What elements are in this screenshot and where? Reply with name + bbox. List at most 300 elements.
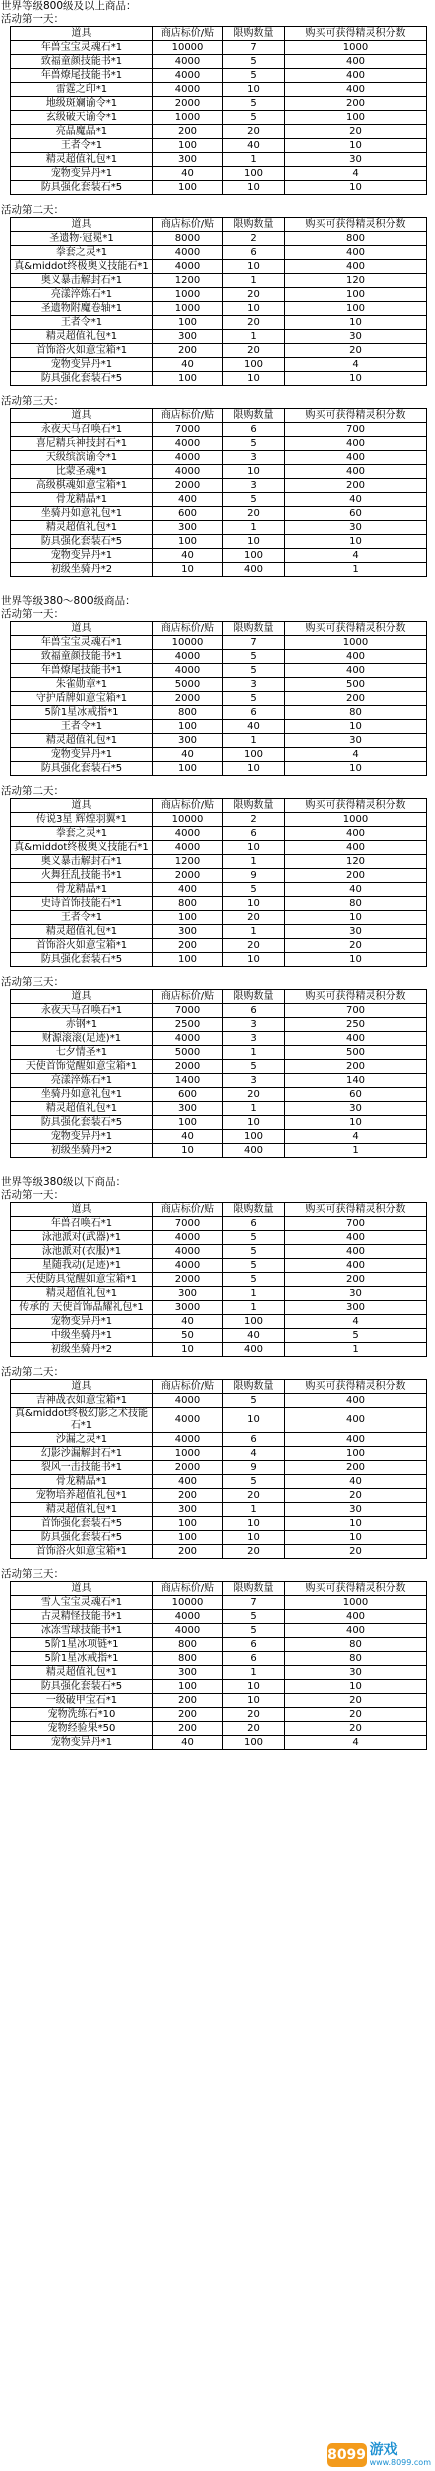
table-cell: 20 (285, 125, 427, 139)
table-cell: 10 (223, 535, 285, 549)
table-row (11, 827, 427, 841)
table-cell: 真&middot终极奥义技能石*1 (11, 841, 153, 855)
table-header-row (11, 218, 427, 232)
table-cell: 200 (285, 1060, 427, 1074)
table-cell: 宠物洗练石*10 (11, 1708, 153, 1722)
table-cell: 100 (223, 167, 285, 181)
table-row (11, 288, 427, 302)
table-cell: 史诗首饰技能石*1 (11, 897, 153, 911)
table-cell: 100 (223, 1736, 285, 1750)
table-cell: 10 (223, 1408, 285, 1433)
table-row (11, 1301, 427, 1315)
header-cell: 限购数量 (223, 27, 285, 41)
table-cell: 20 (223, 344, 285, 358)
table-cell: 600 (153, 1088, 223, 1102)
table-cell: 4 (285, 1130, 427, 1144)
table-cell: 40 (153, 748, 223, 762)
table-cell: 亮晶魔晶*1 (11, 125, 153, 139)
table-cell: 4000 (153, 1259, 223, 1273)
table-row (11, 479, 427, 493)
table-cell: 宠物变异丹*1 (11, 1130, 153, 1144)
table-row (11, 1287, 427, 1301)
table-cell: 雪人宝宝灵魂石*1 (11, 1596, 153, 1610)
table-cell: 200 (285, 1273, 427, 1287)
table-cell: 1 (223, 330, 285, 344)
header-cell: 商店标价/贴 (153, 1203, 223, 1217)
table-cell: 400 (285, 841, 427, 855)
table-cell: 永夜天马召唤石*1 (11, 423, 153, 437)
table-cell: 拳套之灵*1 (11, 246, 153, 260)
table-cell: 防具强化套装石*5 (11, 1116, 153, 1130)
table-cell: 400 (285, 1394, 427, 1408)
header-cell: 购买可获得精灵积分数 (285, 218, 427, 232)
header-cell: 道具 (11, 622, 153, 636)
table-cell: 6 (223, 1652, 285, 1666)
table-cell: 100 (285, 1447, 427, 1461)
table-cell: 1 (223, 855, 285, 869)
table-cell: 1 (223, 734, 285, 748)
table-cell: 10 (223, 465, 285, 479)
table-row (11, 465, 427, 479)
table-cell: 40 (153, 1130, 223, 1144)
table-cell: 9 (223, 1461, 285, 1475)
table-row (11, 41, 427, 55)
table-cell: 40 (285, 1475, 427, 1489)
table-cell: 6 (223, 1217, 285, 1231)
table-row (11, 83, 427, 97)
table-cell: 300 (153, 153, 223, 167)
table-row (11, 692, 427, 706)
table-cell: 10 (285, 139, 427, 153)
table-cell: 400 (285, 1245, 427, 1259)
table-cell: 防具强化套装石*5 (11, 953, 153, 967)
table-cell: 80 (285, 706, 427, 720)
table-cell: 100 (153, 139, 223, 153)
table-row (11, 1329, 427, 1343)
table-cell: 10 (285, 720, 427, 734)
table-row (11, 1461, 427, 1475)
table-cell: 10 (153, 563, 223, 577)
table-row (11, 55, 427, 69)
table-cell: 30 (285, 925, 427, 939)
table-cell: 10 (223, 1680, 285, 1694)
table-cell: 4 (285, 1315, 427, 1329)
table-cell: 2000 (153, 97, 223, 111)
table-cell: 300 (285, 1301, 427, 1315)
table-cell: 100 (223, 1315, 285, 1329)
table-cell: 致福童颜技能书*1 (11, 650, 153, 664)
table-cell: 10000 (153, 1596, 223, 1610)
table-cell: 1 (285, 563, 427, 577)
table-cell: 精灵超值礼包*1 (11, 330, 153, 344)
table-cell: 4000 (153, 1610, 223, 1624)
table-cell: 雷霆之印*1 (11, 83, 153, 97)
table-cell: 10 (285, 762, 427, 776)
table-cell: 400 (285, 1259, 427, 1273)
table-cell: 5阶1星冰项链*1 (11, 1638, 153, 1652)
table-cell: 7 (223, 41, 285, 55)
table-cell: 10000 (153, 813, 223, 827)
table-cell: 5阶1星冰戒指*1 (11, 1652, 153, 1666)
table-row (11, 1447, 427, 1461)
table-cell: 年兽召唤石*1 (11, 1217, 153, 1231)
table-cell: 400 (285, 1032, 427, 1046)
table-row (11, 1545, 427, 1559)
table-cell: 防具强化套装石*5 (11, 372, 153, 386)
table-row (11, 507, 427, 521)
table-cell: 5 (223, 1394, 285, 1408)
table-cell: 100 (153, 1680, 223, 1694)
table-cell: 10 (223, 897, 285, 911)
table-cell: 王者令*1 (11, 316, 153, 330)
table-cell: 圣遗物附魔卷轴*1 (11, 302, 153, 316)
table-cell: 10 (223, 1531, 285, 1545)
table-cell: 30 (285, 734, 427, 748)
table-cell: 圣遗物·冠冕*1 (11, 232, 153, 246)
table-cell: 5 (223, 1624, 285, 1638)
table-cell: 10 (285, 953, 427, 967)
table-cell: 宠物变异丹*1 (11, 1315, 153, 1329)
table-cell: 宠物变异丹*1 (11, 167, 153, 181)
table-cell: 10 (285, 1517, 427, 1531)
table-cell: 10 (153, 1144, 223, 1158)
table-cell: 100 (223, 748, 285, 762)
table-cell: 10000 (153, 41, 223, 55)
header-cell: 购买可获得精灵积分数 (285, 622, 427, 636)
table-cell: 坐骑丹如意礼包*1 (11, 1088, 153, 1102)
table-row (11, 1624, 427, 1638)
table-row (11, 762, 427, 776)
table-row (11, 232, 427, 246)
table-cell: 300 (153, 734, 223, 748)
spacer (0, 1158, 435, 1176)
table-cell: 年兽燎尾技能书*1 (11, 69, 153, 83)
table-cell: 200 (285, 869, 427, 883)
table-cell: 20 (223, 1489, 285, 1503)
table-row (11, 897, 427, 911)
table-row (11, 1722, 427, 1736)
spacer (0, 195, 435, 204)
table-cell: 中级坐骑丹*1 (11, 1329, 153, 1343)
table-cell: 500 (285, 1046, 427, 1060)
table-cell: 20 (285, 1708, 427, 1722)
table-row (11, 1343, 427, 1357)
table-cell: 地级斑斓谕令*1 (11, 97, 153, 111)
table-cell: 1000 (285, 1596, 427, 1610)
table-cell: 100 (285, 111, 427, 125)
table-cell: 250 (285, 1018, 427, 1032)
table-header-row (11, 27, 427, 41)
header-cell: 购买可获得精灵积分数 (285, 1203, 427, 1217)
spacer (0, 1357, 435, 1366)
table-row (11, 1046, 427, 1060)
section-heading: 世界等级380级以下商品： (1, 1176, 127, 1188)
table-cell: 40 (223, 139, 285, 153)
table-cell: 1000 (153, 111, 223, 125)
table-cell: 3 (223, 1018, 285, 1032)
table-cell: 七夕情圣*1 (11, 1046, 153, 1060)
table-cell: 20 (285, 1545, 427, 1559)
table-cell: 精灵超值礼包*1 (11, 1102, 153, 1116)
header-cell: 限购数量 (223, 1380, 285, 1394)
table-header-row (11, 990, 427, 1004)
table-cell: 10 (285, 372, 427, 386)
table-header-row (11, 409, 427, 423)
table-cell: 1000 (153, 302, 223, 316)
table-row (11, 748, 427, 762)
item-table (10, 798, 427, 967)
table-cell: 20 (223, 911, 285, 925)
table-cell: 200 (285, 1461, 427, 1475)
table-row (11, 246, 427, 260)
table-cell: 7000 (153, 423, 223, 437)
table-cell: 30 (285, 521, 427, 535)
header-cell: 限购数量 (223, 218, 285, 232)
table-row (11, 939, 427, 953)
table-cell: 幻影沙漏解封石*1 (11, 1447, 153, 1461)
table-cell: 4000 (153, 69, 223, 83)
table-cell: 首饰强化套装石*5 (11, 1517, 153, 1531)
table-cell: 40 (285, 493, 427, 507)
table-row (11, 1144, 427, 1158)
table-row (11, 1004, 427, 1018)
table-cell: 4000 (153, 664, 223, 678)
table-cell: 4 (285, 549, 427, 563)
table-cell: 200 (153, 1722, 223, 1736)
table-cell: 10 (223, 181, 285, 195)
table-row (11, 330, 427, 344)
table-cell: 5 (223, 1060, 285, 1074)
table-cell: 5 (223, 493, 285, 507)
table-row (11, 1531, 427, 1545)
table-cell: 4000 (153, 1624, 223, 1638)
table-cell: 80 (285, 897, 427, 911)
table-cell: 400 (285, 650, 427, 664)
day-title: 活动第一天： (1, 608, 64, 620)
table-cell: 1 (223, 274, 285, 288)
table-cell: 1 (223, 925, 285, 939)
table-row (11, 734, 427, 748)
table-cell: 400 (285, 1610, 427, 1624)
table-cell: 1000 (153, 1447, 223, 1461)
table-cell: 4 (285, 167, 427, 181)
table-cell: 2000 (153, 479, 223, 493)
table-cell: 一级破甲宝石*1 (11, 1694, 153, 1708)
table-cell: 400 (285, 827, 427, 841)
table-cell: 30 (285, 153, 427, 167)
table-cell: 3 (223, 451, 285, 465)
table-row (11, 1680, 427, 1694)
table-cell: 4000 (153, 260, 223, 274)
table-cell: 20 (223, 1722, 285, 1736)
table-cell: 800 (153, 706, 223, 720)
table-cell: 300 (153, 1503, 223, 1517)
table-header-row (11, 1380, 427, 1394)
table-cell: 120 (285, 274, 427, 288)
table-cell: 拳套之灵*1 (11, 827, 153, 841)
header-cell: 限购数量 (223, 622, 285, 636)
table-cell: 初级坐骑丹*2 (11, 1144, 153, 1158)
table-cell: 年兽宝宝灵魂石*1 (11, 636, 153, 650)
table-cell: 5 (223, 69, 285, 83)
table-cell: 400 (223, 1343, 285, 1357)
table-cell: 4000 (153, 83, 223, 97)
table-cell: 4000 (153, 1433, 223, 1447)
table-cell: 100 (223, 358, 285, 372)
table-cell: 100 (153, 1517, 223, 1531)
table-row (11, 111, 427, 125)
table-cell: 20 (223, 288, 285, 302)
table-cell: 2000 (153, 1273, 223, 1287)
table-cell: 4 (285, 1736, 427, 1750)
table-cell: 1000 (285, 41, 427, 55)
table-cell: 喜尼精兵神技封石*1 (11, 437, 153, 451)
table-row (11, 451, 427, 465)
table-row (11, 1708, 427, 1722)
table-cell: 1 (223, 1666, 285, 1680)
table-cell: 财源滚滚(足迹)*1 (11, 1032, 153, 1046)
table-cell: 传说3星 辉煌羽翼*1 (11, 813, 153, 827)
day-title: 活动第二天： (1, 1366, 64, 1378)
table-cell: 年兽燎尾技能书*1 (11, 664, 153, 678)
table-cell: 5 (223, 664, 285, 678)
table-cell: 20 (223, 939, 285, 953)
table-cell: 致福童颜技能书*1 (11, 55, 153, 69)
table-cell: 400 (285, 55, 427, 69)
table-row (11, 1130, 427, 1144)
table-cell: 6 (223, 1638, 285, 1652)
item-table (10, 989, 427, 1158)
watermark-text (370, 2443, 431, 2467)
header-cell: 道具 (11, 27, 153, 41)
table-cell: 传承的 天使首饰晶耀礼包*1 (11, 1301, 153, 1315)
table-header-row (11, 1582, 427, 1596)
table-cell: 1 (223, 1287, 285, 1301)
table-cell: 精灵超值礼包*1 (11, 1666, 153, 1680)
table-cell: 20 (285, 1489, 427, 1503)
table-row (11, 706, 427, 720)
header-cell: 道具 (11, 990, 153, 1004)
table-row (11, 1489, 427, 1503)
table-cell: 10 (285, 316, 427, 330)
table-row (11, 344, 427, 358)
table-cell: 400 (285, 1433, 427, 1447)
header-cell: 商店标价/贴 (153, 990, 223, 1004)
section-heading: 世界等级380～800级商品： (1, 595, 136, 607)
table-cell: 王者令*1 (11, 911, 153, 925)
table-cell: 10 (285, 911, 427, 925)
table-cell: 100 (153, 1116, 223, 1130)
table-cell: 4000 (153, 246, 223, 260)
header-cell: 购买可获得精灵积分数 (285, 409, 427, 423)
table-row (11, 1394, 427, 1408)
table-row (11, 153, 427, 167)
table-row (11, 274, 427, 288)
header-cell: 商店标价/贴 (153, 1582, 223, 1596)
table-cell: 10 (223, 302, 285, 316)
table-row (11, 372, 427, 386)
table-cell: 8000 (153, 232, 223, 246)
table-cell: 1200 (153, 274, 223, 288)
table-cell: 7000 (153, 1217, 223, 1231)
table-row (11, 1231, 427, 1245)
spacer (0, 1559, 435, 1568)
table-cell: 2000 (153, 1060, 223, 1074)
table-cell: 300 (153, 330, 223, 344)
table-cell: 100 (153, 535, 223, 549)
table-cell: 100 (153, 911, 223, 925)
table-cell: 40 (285, 883, 427, 897)
watermark (327, 2443, 431, 2467)
table-row (11, 125, 427, 139)
day-title: 活动第三天： (1, 976, 64, 988)
table-cell: 100 (153, 762, 223, 776)
table-cell: 6 (223, 423, 285, 437)
header-cell: 道具 (11, 799, 153, 813)
table-cell: 1400 (153, 1074, 223, 1088)
table-cell: 亮漾淬炼石*1 (11, 288, 153, 302)
table-row (11, 521, 427, 535)
table-cell: 100 (153, 953, 223, 967)
table-cell: 吉神战衣如意宝箱*1 (11, 1394, 153, 1408)
table-cell: 精灵超值礼包*1 (11, 925, 153, 939)
table-cell: 精灵超值礼包*1 (11, 734, 153, 748)
table-cell: 王者令*1 (11, 720, 153, 734)
table-cell: 10000 (153, 636, 223, 650)
table-cell: 防具强化套装石*5 (11, 181, 153, 195)
table-row (11, 423, 427, 437)
table-cell: 6 (223, 246, 285, 260)
table-cell: 800 (153, 1652, 223, 1666)
header-cell: 限购数量 (223, 1203, 285, 1217)
table-cell: 400 (285, 1231, 427, 1245)
table-cell: 1000 (285, 813, 427, 827)
table-cell: 120 (285, 855, 427, 869)
table-cell: 30 (285, 1666, 427, 1680)
header-cell: 购买可获得精灵积分数 (285, 990, 427, 1004)
table-row (11, 1596, 427, 1610)
table-cell: 300 (153, 1666, 223, 1680)
header-cell: 道具 (11, 1582, 153, 1596)
table-cell: 2000 (153, 869, 223, 883)
table-cell: 200 (153, 939, 223, 953)
table-row (11, 1088, 427, 1102)
table-cell: 10 (223, 260, 285, 274)
table-cell: 200 (153, 125, 223, 139)
table-cell: 首饰浴火如意宝箱*1 (11, 939, 153, 953)
table-cell: 5 (223, 883, 285, 897)
table-cell: 400 (285, 1624, 427, 1638)
table-cell: 7 (223, 636, 285, 650)
day-title: 活动第三天： (1, 1568, 64, 1580)
table-cell: 宠物变异丹*1 (11, 549, 153, 563)
table-cell: 4000 (153, 1231, 223, 1245)
item-table (10, 1581, 427, 1750)
table-row (11, 1060, 427, 1074)
table-row (11, 1610, 427, 1624)
table-cell: 骨龙精晶*1 (11, 883, 153, 897)
table-cell: 王者令*1 (11, 139, 153, 153)
table-cell: 10 (285, 181, 427, 195)
table-row (11, 1475, 427, 1489)
table-cell: 5 (223, 111, 285, 125)
table-row (11, 1273, 427, 1287)
table-cell: 100 (223, 1130, 285, 1144)
table-cell: 400 (153, 493, 223, 507)
table-cell: 1 (223, 1102, 285, 1116)
table-cell: 1 (223, 153, 285, 167)
watermark-logo: 8099 (327, 2443, 367, 2467)
